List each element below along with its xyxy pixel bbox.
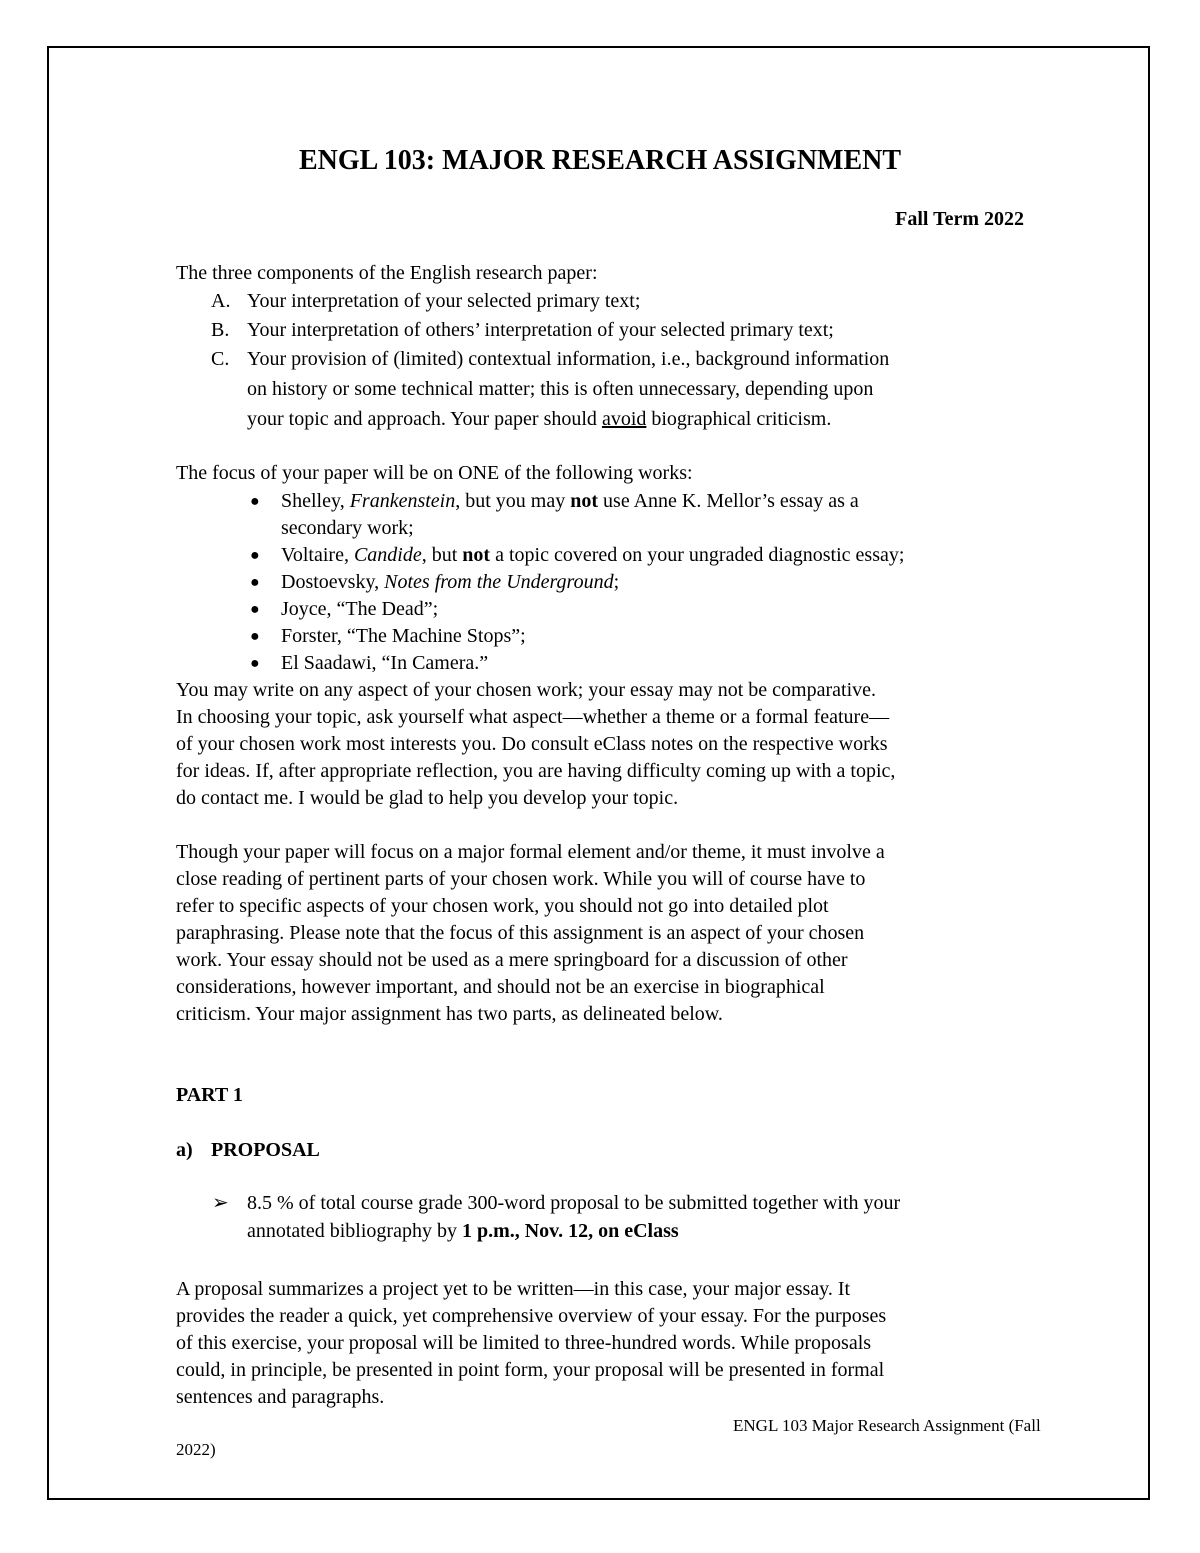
para1-line: do contact me. I would be glad to help you develop your topic. bbox=[176, 787, 679, 809]
bullet-icon: ● bbox=[250, 601, 260, 618]
para2-line: close reading of pertinent parts of your chosen work. While you will of course have to bbox=[176, 868, 866, 890]
para2-line: refer to specific aspects of your chosen work, you should not go into detailed plot bbox=[176, 895, 829, 917]
component-label-c: C. bbox=[211, 348, 230, 370]
para2-line: work. Your essay should not be used as a mere springboard for a discussion of other bbox=[176, 949, 848, 971]
bullet-icon: ● bbox=[250, 574, 260, 591]
component-item-c-line1: Your provision of (limited) contextual information, i.e., background information bbox=[247, 348, 890, 370]
footer-line2: 2022) bbox=[176, 1440, 216, 1459]
proposal-sub-label: a) bbox=[176, 1139, 193, 1161]
para3-line: A proposal summarizes a project yet to be written—in this case, your major essay. It bbox=[176, 1278, 851, 1300]
para2-line: Though your paper will focus on a major formal element and/or theme, it must involve a bbox=[176, 841, 885, 863]
proposal-point-line1: 8.5 % of total course grade 300-word proposal to be submitted together with your bbox=[247, 1192, 901, 1214]
avoid-underlined: avoid bbox=[601, 408, 647, 430]
bullet-icon: ● bbox=[250, 655, 260, 672]
component-label-b: B. bbox=[211, 319, 230, 341]
work-item-shelley: Shelley, Frankenstein, but you may not use Anne K. Mellor’s essay as a bbox=[281, 490, 859, 512]
para1-line: for ideas. If, after appropriate reflection, you are having difficulty coming up with a topic, bbox=[176, 760, 896, 782]
para1-line: In choosing your topic, ask yourself what aspect—whether a theme or a formal feature— bbox=[176, 706, 890, 728]
bullet-icon: ● bbox=[250, 628, 260, 645]
para2-line: criticism. Your major assignment has two parts, as delineated below. bbox=[176, 1003, 723, 1025]
para3-line: of this exercise, your proposal will be limited to three-hundred words. While proposals bbox=[176, 1332, 872, 1354]
bullet-icon: ● bbox=[250, 547, 260, 564]
para1-line: of your chosen work most interests you. Do consult eClass notes on the respective works bbox=[176, 733, 888, 755]
works-intro: The focus of your paper will be on ONE of the following works: bbox=[176, 462, 693, 484]
bullet-icon: ● bbox=[250, 493, 260, 510]
proposal-heading: PROPOSAL bbox=[211, 1139, 320, 1161]
work-item-shelley-line2: secondary work; bbox=[281, 517, 414, 539]
para3-line: could, in principle, be presented in point form, your proposal will be presented in formal bbox=[176, 1359, 885, 1381]
para1-line: You may write on any aspect of your chosen work; your essay may not be comparative. bbox=[176, 679, 877, 701]
component-label-a: A. bbox=[211, 290, 231, 312]
para3-line: sentences and paragraphs. bbox=[176, 1386, 385, 1408]
para3-line: provides the reader a quick, yet comprehensive overview of your essay. For the purposes bbox=[176, 1305, 887, 1327]
part1-heading: PART 1 bbox=[176, 1084, 243, 1106]
component-item-a: Your interpretation of your selected primary text; bbox=[247, 290, 641, 312]
work-item-el-saadawi: El Saadawi, “In Camera.” bbox=[281, 652, 489, 674]
deadline: 1 p.m., Nov. 12, on eClass bbox=[461, 1220, 679, 1242]
arrow-bullet-icon: ➢ bbox=[212, 1192, 229, 1214]
component-item-c-line2: on history or some technical matter; this is often unnecessary, depending upon bbox=[247, 378, 874, 400]
document-title: ENGL 103: MAJOR RESEARCH ASSIGNMENT bbox=[298, 145, 902, 176]
work-item-dostoevsky: Dostoevsky, Notes from the Underground; bbox=[281, 571, 620, 593]
para2-line: considerations, however important, and should not be an exercise in biographical bbox=[176, 976, 825, 998]
work-item-voltaire: Voltaire, Candide, but not a topic covered on your ungraded diagnostic essay; bbox=[281, 544, 905, 566]
component-item-c-line3: your topic and approach. Your paper should avoid biographical criticism. bbox=[247, 408, 832, 430]
work-item-joyce: Joyce, “The Dead”; bbox=[281, 598, 439, 620]
proposal-point-line2: annotated bibliography by 1 p.m., Nov. 12, on eClass bbox=[247, 1220, 679, 1242]
components-intro: The three components of the English research paper: bbox=[176, 262, 598, 284]
term-label: Fall Term 2022 bbox=[895, 208, 1024, 230]
para2-line: paraphrasing. Please note that the focus of this assignment is an aspect of your chosen bbox=[176, 922, 865, 944]
component-item-b: Your interpretation of others’ interpretation of your selected primary text; bbox=[247, 319, 834, 341]
footer-line1: ENGL 103 Major Research Assignment (Fall bbox=[733, 1416, 1041, 1435]
work-item-forster: Forster, “The Machine Stops”; bbox=[281, 625, 526, 647]
